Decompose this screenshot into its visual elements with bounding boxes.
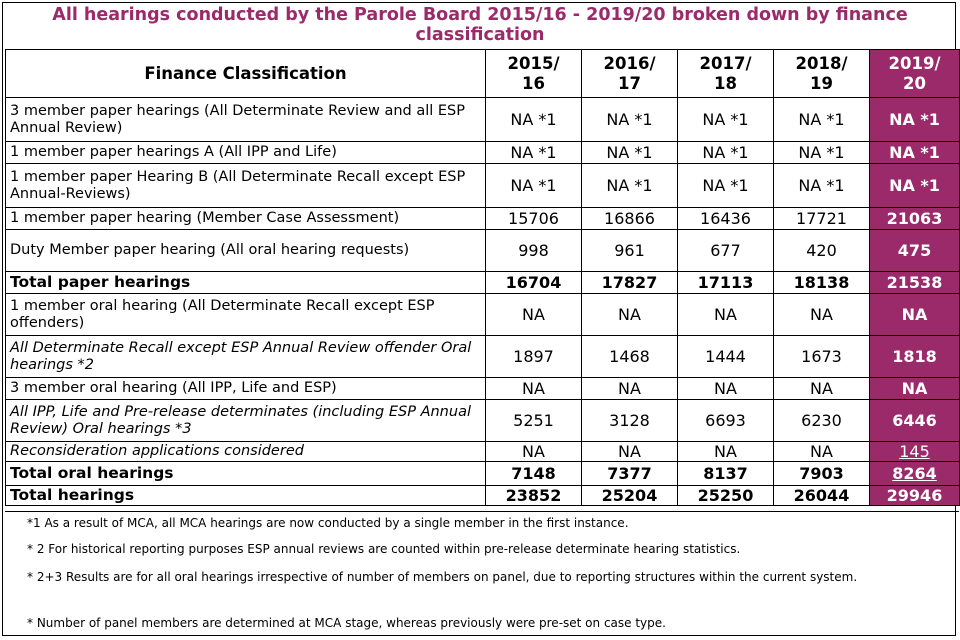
cell-2019-20: 1818 xyxy=(870,336,960,378)
cell-2015-16: 1897 xyxy=(486,336,582,378)
table-row xyxy=(6,336,960,378)
cell-2018-19: NA xyxy=(774,294,870,336)
report-frame xyxy=(2,2,956,636)
cell-2019-20: 6446 xyxy=(870,400,960,442)
cell-2017-18: NA xyxy=(678,378,774,400)
cell-2018-19: 26044 xyxy=(774,486,870,506)
row-label: 1 member paper hearings A (All IPP and Life) xyxy=(6,142,486,164)
header-row xyxy=(6,50,960,98)
hearings-table xyxy=(5,49,960,506)
cell-2016-17: NA *1 xyxy=(582,142,678,164)
cell-2015-16: NA xyxy=(486,378,582,400)
cell-2018-19: NA xyxy=(774,442,870,462)
cell-2018-19: 1673 xyxy=(774,336,870,378)
cell-2019-20: NA *1 xyxy=(870,164,960,208)
cell-2018-19: NA xyxy=(774,378,870,400)
table-row xyxy=(6,142,960,164)
cell-2015-16: 7148 xyxy=(486,462,582,486)
row-label: 1 member oral hearing (All Determinate Recall except ESP offenders) xyxy=(6,294,486,336)
cell-2016-17: NA *1 xyxy=(582,98,678,142)
row-label: 3 member paper hearings (All Determinate Review and all ESP Annual Review) xyxy=(6,98,486,142)
cell-2018-19: 18138 xyxy=(774,272,870,294)
cell-2015-16: 23852 xyxy=(486,486,582,506)
header-2018-19: 2018/ 19 xyxy=(774,50,870,98)
table-row xyxy=(6,442,960,462)
table-row-total-hearings xyxy=(6,486,960,506)
cell-2018-19: NA *1 xyxy=(774,98,870,142)
cell-2019-20: NA xyxy=(870,378,960,400)
table-row xyxy=(6,208,960,230)
cell-2015-16: 5251 xyxy=(486,400,582,442)
cell-2018-19: 17721 xyxy=(774,208,870,230)
row-label: 3 member oral hearing (All IPP, Life and ESP) xyxy=(6,378,486,400)
row-label: 1 member paper hearing (Member Case Assessment) xyxy=(6,208,486,230)
cell-2018-19: NA *1 xyxy=(774,142,870,164)
cell-2015-16: 16704 xyxy=(486,272,582,294)
cell-2017-18: 25250 xyxy=(678,486,774,506)
cell-2016-17: 1468 xyxy=(582,336,678,378)
cell-2019-20: 21063 xyxy=(870,208,960,230)
cell-2016-17: 25204 xyxy=(582,486,678,506)
row-label: 1 member paper Hearing B (All Determinate Recall except ESP Annual-Reviews) xyxy=(6,164,486,208)
table-row xyxy=(6,230,960,272)
cell-2019-20: NA *1 xyxy=(870,98,960,142)
cell-2018-19: 7903 xyxy=(774,462,870,486)
cell-2016-17: NA xyxy=(582,442,678,462)
cell-2019-20: NA xyxy=(870,294,960,336)
cell-2015-16: NA xyxy=(486,442,582,462)
cell-2018-19: NA *1 xyxy=(774,164,870,208)
cell-2015-16: NA *1 xyxy=(486,164,582,208)
footnotes xyxy=(5,511,959,639)
row-label: Duty Member paper hearing (All oral hearing requests) xyxy=(6,230,486,272)
cell-2017-18: NA *1 xyxy=(678,142,774,164)
cell-2019-20: 21538 xyxy=(870,272,960,294)
cell-2015-16: NA xyxy=(486,294,582,336)
cell-2017-18: 1444 xyxy=(678,336,774,378)
page-title: All hearings conducted by the Parole Board 2015/16 - 2019/20 broken down by finance classification xyxy=(52,5,908,45)
cell-2019-20: 8264 xyxy=(870,462,960,486)
row-label: Reconsideration applications considered xyxy=(6,442,486,462)
footnote: * 2 For historical reporting purposes ESP annual reviews are counted within pre-release determinate hearing statistics. xyxy=(27,542,741,556)
cell-2017-18: NA xyxy=(678,442,774,462)
row-label: Total hearings xyxy=(6,486,486,506)
cell-2016-17: 16866 xyxy=(582,208,678,230)
table-row xyxy=(6,378,960,400)
cell-2019-20: 29946 xyxy=(870,486,960,506)
row-label: Total paper hearings xyxy=(6,272,486,294)
cell-2017-18: 6693 xyxy=(678,400,774,442)
cell-2015-16: NA *1 xyxy=(486,98,582,142)
header-2015-16: 2015/ 16 xyxy=(486,50,582,98)
cell-2016-17: 7377 xyxy=(582,462,678,486)
table-row xyxy=(6,294,960,336)
cell-2015-16: NA *1 xyxy=(486,142,582,164)
cell-2017-18: 17113 xyxy=(678,272,774,294)
row-label: All Determinate Recall except ESP Annual Review offender Oral hearings *2 xyxy=(6,336,486,378)
table-row xyxy=(6,400,960,442)
cell-2016-17: 17827 xyxy=(582,272,678,294)
row-label: All IPP, Life and Pre-release determinates (including ESP Annual Review) Oral hearings *3 xyxy=(6,400,486,442)
cell-2017-18: 8137 xyxy=(678,462,774,486)
cell-2018-19: 420 xyxy=(774,230,870,272)
header-2016-17: 2016/ 17 xyxy=(582,50,678,98)
table-row xyxy=(6,164,960,208)
table-row-total-oral xyxy=(6,462,960,486)
cell-2016-17: 3128 xyxy=(582,400,678,442)
footnote: *1 As a result of MCA, all MCA hearings are now conducted by a single member in the first instance. xyxy=(27,516,629,530)
cell-2015-16: 15706 xyxy=(486,208,582,230)
footnote: * Number of panel members are determined at MCA stage, whereas previously were pre-set on case type. xyxy=(27,616,666,630)
cell-2016-17: 961 xyxy=(582,230,678,272)
cell-2017-18: NA *1 xyxy=(678,164,774,208)
header-2019-20: 2019/ 20 xyxy=(870,50,960,98)
cell-2017-18: NA xyxy=(678,294,774,336)
cell-2018-19: 6230 xyxy=(774,400,870,442)
footnote: * 2+3 Results are for all oral hearings irrespective of number of members on panel, due to reporting structures within the current system. xyxy=(27,570,858,584)
cell-2017-18: 677 xyxy=(678,230,774,272)
table-body xyxy=(6,98,960,506)
cell-2019-20: NA *1 xyxy=(870,142,960,164)
cell-2016-17: NA xyxy=(582,294,678,336)
row-label: Total oral hearings xyxy=(6,462,486,486)
table-row-total-paper xyxy=(6,272,960,294)
cell-2017-18: NA *1 xyxy=(678,98,774,142)
header-finance-classification: Finance Classification xyxy=(6,50,486,98)
cell-2019-20: 145 xyxy=(870,442,960,462)
cell-2019-20: 475 xyxy=(870,230,960,272)
cell-2017-18: 16436 xyxy=(678,208,774,230)
cell-2015-16: 998 xyxy=(486,230,582,272)
header-2017-18: 2017/ 18 xyxy=(678,50,774,98)
cell-2016-17: NA *1 xyxy=(582,164,678,208)
table-row xyxy=(6,98,960,142)
cell-2016-17: NA xyxy=(582,378,678,400)
